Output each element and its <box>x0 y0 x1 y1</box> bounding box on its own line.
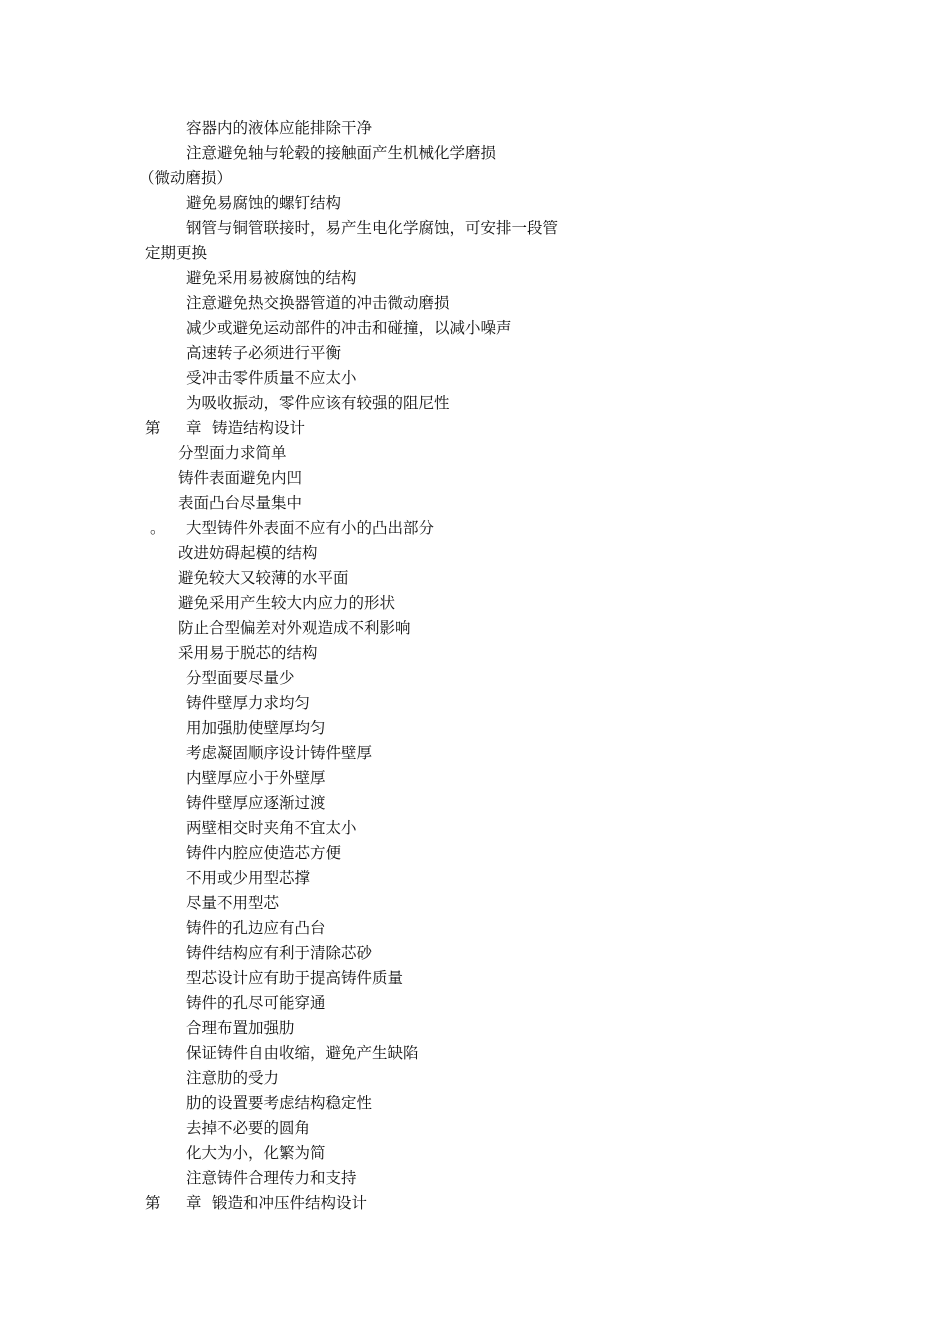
text-line: 受冲击零件质量不应太小 <box>186 369 357 387</box>
text-line: 铸件的孔边应有凸台 <box>186 919 326 937</box>
text-line: 铸件壁厚应逐渐过渡 <box>186 794 326 812</box>
text-line: 保证铸件自由收缩，避免产生缺陷 <box>186 1044 419 1062</box>
chapter-prefix: 第 <box>145 1194 161 1212</box>
text-line: 考虑凝固顺序设计铸件壁厚 <box>186 744 373 762</box>
text-line: 铸件的孔尽可能穿通 <box>186 994 326 1012</box>
text-line: 化大为小，化繁为简 <box>186 1144 326 1162</box>
chapter-suffix: 章 <box>186 419 202 437</box>
text-line: 尽量不用型芯 <box>186 894 280 912</box>
text-line: 防止合型偏差对外观造成不利影响 <box>178 619 411 637</box>
text-line: 高速转子必须进行平衡 <box>186 344 342 362</box>
text-line: 表面凸台尽量集中 <box>178 494 303 512</box>
text-line: 避免采用产生较大内应力的形状 <box>178 594 396 612</box>
text-line: 钢管与铜管联接时，易产生电化学腐蚀，可安排一段管 <box>186 219 559 237</box>
text-line: 分型面要尽量少 <box>186 669 295 687</box>
text-line: 两壁相交时夹角不宜太小 <box>186 819 357 837</box>
text-line: 分型面力求简单 <box>178 444 287 462</box>
text-line: 定期更换 <box>145 244 208 262</box>
text-line: 用加强肋使壁厚均匀 <box>186 719 326 737</box>
text-line: 注意避免热交换器管道的冲击微动磨损 <box>186 294 450 312</box>
text-line: 铸件结构应有利于清除芯砂 <box>186 944 373 962</box>
chapter-title: 锻造和冲压件结构设计 <box>212 1194 368 1212</box>
text-line: 去掉不必要的圆角 <box>186 1119 311 1137</box>
text-line: 铸件壁厚力求均匀 <box>186 694 311 712</box>
text-line: 避免采用易被腐蚀的结构 <box>186 269 357 287</box>
chapter-suffix: 章 <box>186 1194 202 1212</box>
text-line: 铸件内腔应使造芯方便 <box>186 844 342 862</box>
text-line: 铸件表面避免内凹 <box>178 469 303 487</box>
text-line: 采用易于脱芯的结构 <box>178 644 318 662</box>
bullet-mark: 。 <box>150 519 166 537</box>
text-line: 避免易腐蚀的螺钉结构 <box>186 194 342 212</box>
chapter-title: 铸造结构设计 <box>212 419 306 437</box>
text-line: 型芯设计应有助于提高铸件质量 <box>186 969 404 987</box>
chapter-prefix: 第 <box>145 419 161 437</box>
text-line: 注意铸件合理传力和支持 <box>186 1169 357 1187</box>
text-line: 改进妨碍起模的结构 <box>178 544 318 562</box>
text-line: 合理布置加强肋 <box>186 1019 295 1037</box>
text-line: 注意肋的受力 <box>186 1069 280 1087</box>
text-line: 大型铸件外表面不应有小的凸出部分 <box>186 519 435 537</box>
text-line: 内壁厚应小于外壁厚 <box>186 769 326 787</box>
text-line: 避免较大又较薄的水平面 <box>178 569 349 587</box>
text-line: 肋的设置要考虑结构稳定性 <box>186 1094 373 1112</box>
text-line: 注意避免轴与轮毂的接触面产生机械化学磨损 <box>186 144 497 162</box>
text-line: 不用或少用型芯撑 <box>186 869 311 887</box>
text-line: 容器内的液体应能排除干净 <box>186 119 373 137</box>
text-line: 为吸收振动，零件应该有较强的阻尼性 <box>186 394 450 412</box>
text-line: （微动磨损） <box>139 169 233 187</box>
text-line: 减少或避免运动部件的冲击和碰撞，以减小噪声 <box>186 319 512 337</box>
